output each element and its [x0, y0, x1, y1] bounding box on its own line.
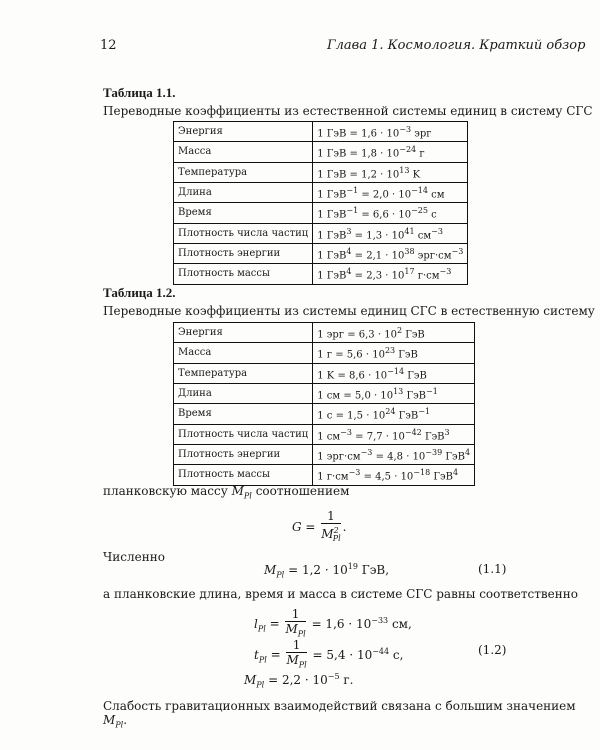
quantity-cell: Плотность числа частиц: [174, 223, 313, 243]
conversion-cell: 1 см = $5,0 \cdot 10^{13}$ ГэВ$^{-1}$: [313, 383, 475, 403]
equation-1-1: $M_{Pl} = 1,2 \cdot 10^{19}$ ГэВ,: [264, 562, 390, 580]
table-row: [174, 162, 468, 182]
table-row: [174, 444, 475, 464]
quantity-cell: Энергия: [174, 323, 313, 343]
table-row: [174, 264, 468, 284]
table2-label: Таблица 1.2.: [103, 285, 176, 300]
planck-units-text: а планковские длина, время и масса в системе СГС равны соответственно: [103, 587, 578, 601]
table2-caption: [103, 285, 595, 318]
conversion-cell: 1 $ГэВ^3 = 1,3 \cdot 10^{41}$ $см^{-3}$: [313, 223, 468, 243]
equation-planck-length: $l_{Pl}$ = $\frac{1}{M_{Pl}}$ = $1,6 \cdot 10^{-33}$ см,: [254, 607, 412, 639]
quantity-cell: Энергия: [174, 122, 313, 142]
table2: [173, 322, 475, 486]
conversion-cell: 1 $г\cdot см^{-3} = 4,5 \cdot 10^{-18}$ ГэВ$^4$: [313, 465, 475, 485]
table1-label: Таблица 1.1.: [103, 85, 176, 100]
conversion-cell: 1 $см^{-3} = 7,7 \cdot 10^{-42}$ ГэВ$^3$: [313, 424, 475, 444]
table-row: [174, 383, 475, 403]
table-row: [174, 323, 475, 343]
quantity-cell: Длина: [174, 383, 313, 403]
table1: [173, 121, 468, 285]
quantity-cell: Плотность массы: [174, 465, 313, 485]
table-row: [174, 142, 468, 162]
table-row: [174, 203, 468, 223]
quantity-cell: Температура: [174, 162, 313, 182]
quantity-cell: Масса: [174, 142, 313, 162]
quantity-cell: Температура: [174, 363, 313, 383]
quantity-cell: Плотность энергии: [174, 243, 313, 263]
conversion-cell: 1 $г = 5,6 \cdot 10^{23}$ ГэВ: [313, 343, 475, 363]
table2-description: Переводные коэффициенты из системы единиц СГС в естественную систему: [103, 304, 595, 318]
table1-description: Переводные коэффициенты из естественной системы единиц в систему СГС: [103, 104, 593, 118]
quantity-cell: Время: [174, 404, 313, 424]
table-row: [174, 363, 475, 383]
conversion-cell: 1 $эрг\cdot см^{-3} = 4,8 \cdot 10^{-39}$ ГэВ$^4$: [313, 444, 475, 464]
weakness-text: Слабость гравитационных взаимодействий связана с большим значением $M_{Pl}$.: [103, 699, 576, 730]
table-row: [174, 223, 468, 243]
quantity-cell: Плотность энергии: [174, 444, 313, 464]
conversion-cell: 1 ГэВ = $1,2 \cdot 10^{13}$ K: [313, 162, 468, 182]
conversion-cell: 1 ГэВ = $1,6 \cdot 10^{-3}$ эрг: [313, 122, 468, 142]
quantity-cell: Время: [174, 203, 313, 223]
quantity-cell: Масса: [174, 343, 313, 363]
conversion-cell: 1 ГэВ = $1,8 \cdot 10^{-24}$ г: [313, 142, 468, 162]
table-row: [174, 465, 475, 485]
table1-caption: [103, 85, 593, 118]
equation-G: G = $\frac{1}{M^2_{Pl}}$ .: [292, 509, 347, 544]
equation-number-1-2: (1.2): [478, 643, 507, 657]
chapter-title: Глава 1. Космология. Краткий обзор: [327, 38, 586, 53]
quantity-cell: Длина: [174, 182, 313, 202]
conversion-cell: 1 $ГэВ^{-1} = 2,0 \cdot 10^{-14}$ см: [313, 182, 468, 202]
table-row: [174, 182, 468, 202]
planck-mass-intro: планковскую массу $M_{Pl}$ соотношением: [103, 484, 350, 501]
table-row: [174, 122, 468, 142]
equation-planck-mass: $M_{Pl} = 2,2 \cdot 10^{-5}$ г.: [244, 672, 354, 690]
conversion-cell: 1 $с = 1,5 \cdot 10^{24}$ ГэВ$^{-1}$: [313, 404, 475, 424]
equation-planck-time: $t_{Pl}$ = $\frac{1}{M_{Pl}}$ = $5,4 \cdot 10^{-44}$ с,: [254, 638, 404, 670]
conversion-cell: 1 $K = 8,6 \cdot 10^{-14}$ ГэВ: [313, 363, 475, 383]
table-row: [174, 343, 475, 363]
quantity-cell: Плотность числа частиц: [174, 424, 313, 444]
table-row: [174, 404, 475, 424]
quantity-cell: Плотность массы: [174, 264, 313, 284]
page-number: 12: [100, 38, 117, 53]
conversion-cell: 1 $ГэВ^{-1} = 6,6 \cdot 10^{-25}$ с: [313, 203, 468, 223]
conversion-cell: 1 $ГэВ^4 = 2,3 \cdot 10^{17}$ $г\cdot см^{-3}$: [313, 264, 468, 284]
conversion-cell: 1 эрг = $6,3 \cdot 10^2$ ГэВ: [313, 323, 475, 343]
table-row: [174, 424, 475, 444]
numerically-label: Численно: [103, 550, 165, 564]
conversion-cell: 1 $ГэВ^4 = 2,1 \cdot 10^{38}$ $эрг\cdot см^{-3}$: [313, 243, 468, 263]
equation-number-1-1: (1.1): [478, 562, 507, 576]
table-row: [174, 243, 468, 263]
